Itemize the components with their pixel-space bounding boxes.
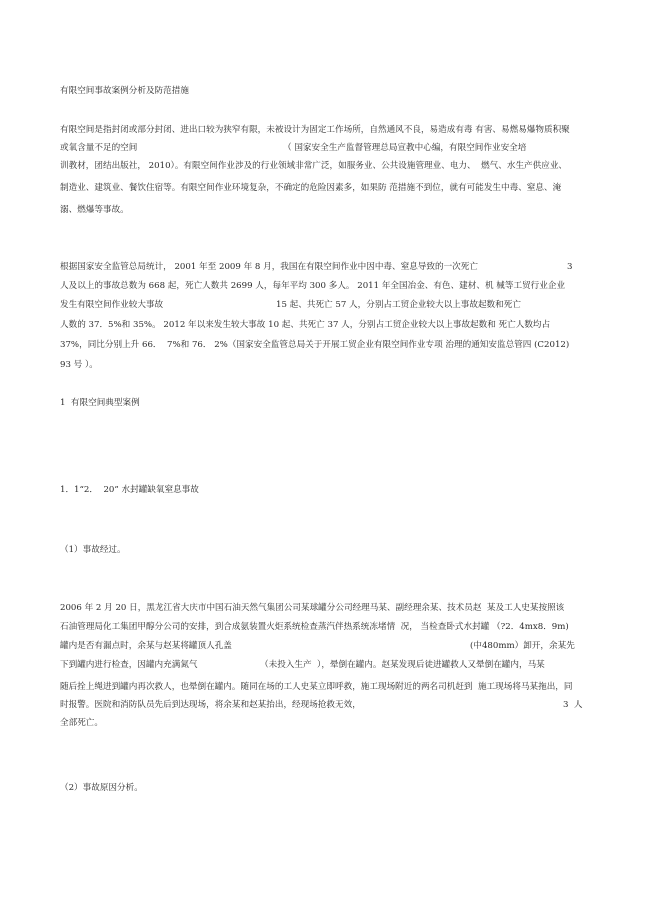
doc-title: 有限空间事故案例分析及防范措施 bbox=[60, 86, 189, 96]
stats-line-6: 93 号 ）。 bbox=[60, 360, 98, 370]
stats-line-3a: 发生有限空间作业较大事故 bbox=[60, 300, 164, 310]
subheading-incident-process: （1）事故经过。 bbox=[60, 545, 126, 555]
stats-line-4: 人数的 37．5%和 35%。 2012 年以来发生较大事故 10 起、共死亡 37 人，分别占工贸企业较大以上事故起数和 死亡人数均占 bbox=[60, 320, 551, 330]
intro-line-1: 有限空间是指封闭或部分封闭、进出口较为狭窄有限，未被设计为固定工作场所，自然通风不良，易造成有毒 有害、易燃易爆物质积聚 bbox=[60, 125, 570, 135]
incident-line-1: 2006 年 2 月 20 日，黑龙江省大庆市中国石油天然气集团公司某球罐分公司经理马某、副经理余某、技术员赵 某及工人史某按照该 bbox=[60, 603, 565, 613]
stats-line-5: 37%，同比分别上升 66． 7%和 76． 2%（国家安全监管总局关于开展工贸企业有限空间作业专项 治理的通知安监总管四 (C2012) bbox=[60, 340, 570, 350]
intro-line-4: 制造业、建筑业、餐饮住宿等。有限空间作业环境复杂，不确定的危险因素多，如果防 范措施不到位，就有可能发生中毒、窒息、淹 bbox=[60, 183, 562, 193]
incident-line-7: 全部死亡。 bbox=[60, 718, 103, 728]
stats-line-1b: 3 bbox=[567, 262, 573, 272]
section-heading-1-1: 1．1“2． 20” 水封罐缺氧窒息事故 bbox=[60, 485, 199, 495]
incident-line-2: 石油管理局化工集团甲醇分公司的安排，到合成氨装置火炬系统检查蒸汽伴热系统冻堵情 况， 当检查卧式水封罐 （?2．4mx8．9m) bbox=[60, 622, 569, 632]
incident-line-4b: （未投入生产 ），晕倒在罐内。赵某发现后徒进罐救人又晕倒在罐内，马某 bbox=[260, 660, 545, 670]
incident-line-3a: 罐内是否有漏点时，余某与赵某将罐顶人孔盖 bbox=[60, 641, 232, 651]
stats-line-1a: 根据国家安全监管总局统计， 2001 年至 2009 年 8 月，我国在有限空间作业中因中毒、窒息导致的一次死亡 bbox=[60, 262, 478, 272]
stats-line-3b: 15 起、共死亡 57 人，分别占工贸企业较大以上事故起数和死亡 bbox=[276, 300, 521, 310]
intro-line-5: 溺、燃爆等事故。 bbox=[60, 205, 129, 215]
incident-line-4a: 下到罐内进行检查，因罐内充满氮气 bbox=[60, 660, 198, 670]
intro-line-3: 训教材，团结出版社， 2010）。有限空间作业涉及的行业领域非常广泛，如服务业、公共设施管理业、电力、 燃气、水生产供应业、 bbox=[60, 161, 568, 171]
subheading-cause-analysis: （2）事故原因分析。 bbox=[60, 783, 143, 793]
section-heading-1: 1 有限空间典型案例 bbox=[60, 398, 140, 408]
intro-line-2b: （ 国家安全生产监督管理总局宣教中心编，有限空间作业安全培 bbox=[283, 143, 527, 153]
incident-line-6a: 时报警。医院和消防队员先后到达现场，将余某和赵某抬出，经现场抢救无效， bbox=[60, 700, 361, 710]
incident-line-5: 随后拴上绳进到罐内再次救人，也晕倒在罐内。随同在场的工人史某立即呼救，施工现场附近的两名司机赶到 施工现场将马某拖出，同 bbox=[60, 682, 573, 692]
incident-line-3b: (中480mm）卸开，余某先 bbox=[470, 641, 575, 651]
incident-line-6b: 3 人 bbox=[563, 700, 583, 710]
intro-line-2a: 或氧含量不足的空间 bbox=[60, 143, 138, 153]
stats-line-2: 人及以上的事故总数为 668 起，死亡人数共 2699 人，每年平均 300 多人。 2011 年全国冶金、有色、建材、机 械等工贸行业企业 bbox=[60, 281, 566, 291]
